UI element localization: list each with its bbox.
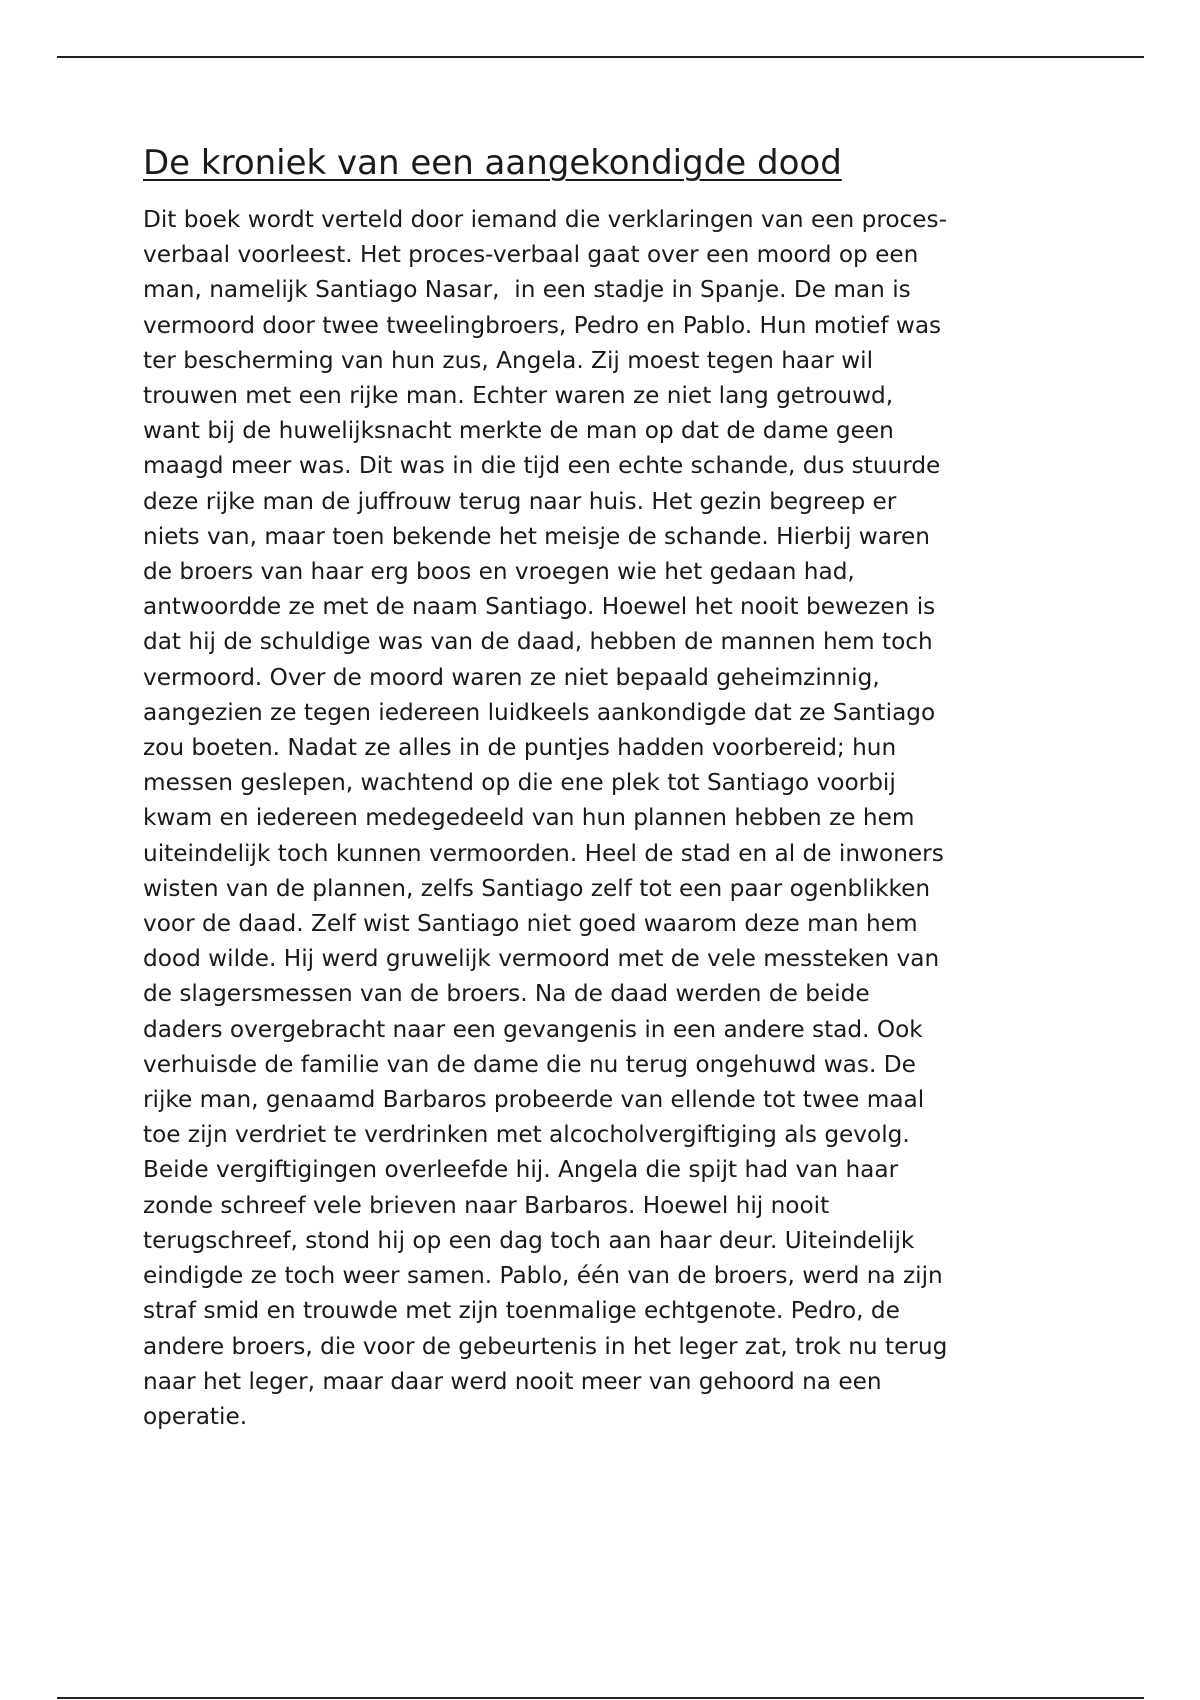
body-line: vermoord door twee tweelingbroers, Pedro en Pablo. Hun motief was [143,311,942,339]
body-line: straf smid en trouwde met zijn toenmalige echtgenote. Pedro, de [143,1297,900,1325]
body-line: man, namelijk Santiago Nasar, in een stadje in Spanje. De man is [143,276,911,304]
body-line: antwoordde ze met de naam Santiago. Hoewel het nooit bewezen is [143,593,936,621]
document-title: De kroniek van een aangekondigde dood [143,143,842,183]
body-line: daders overgebracht naar een gevangenis in een andere stad. Ook [143,1015,923,1043]
body-line: andere broers, die voor de gebeurtenis in het leger zat, trok nu terug [143,1332,948,1360]
body-line: verbaal voorleest. Het proces-verbaal gaat over een moord op een [143,241,919,269]
body-line: Beide vergiftigingen overleefde hij. Angela die spijt had van haar [143,1156,899,1184]
body-line: want bij de huwelijksnacht merkte de man op dat de dame geen [143,417,894,445]
body-line: uiteindelijk toch kunnen vermoorden. Heel de stad en al de inwoners [143,839,944,867]
footer-rule [57,1697,1144,1699]
body-line: de broers van haar erg boos en vroegen wie het gedaan had, [143,558,855,586]
body-line: eindigde ze toch weer samen. Pablo, één van de broers, werd na zijn [143,1262,943,1290]
body-line: toe zijn verdriet te verdrinken met alcocholvergiftiging als gevolg. [143,1121,910,1149]
body-line: kwam en iedereen medegedeeld van hun plannen hebben ze hem [143,804,915,832]
body-line: naar het leger, maar daar werd nooit meer van gehoord na een [143,1367,882,1395]
body-line: wisten van de plannen, zelfs Santiago zelf tot een paar ogenblikken [143,874,931,902]
body-line: terugschreef, stond hij op een dag toch aan haar deur. Uiteindelijk [143,1226,915,1254]
body-line: rijke man, genaamd Barbaros probeerde van ellende tot twee maal [143,1086,925,1114]
body-line: verhuisde de familie van de dame die nu terug ongehuwd was. De [143,1050,916,1078]
body-line: vermoord. Over de moord waren ze niet bepaald geheimzinnig, [143,663,880,691]
body-line: dood wilde. Hij werd gruwelijk vermoord met de vele messteken van [143,945,940,973]
body-line: Dit boek wordt verteld door iemand die verklaringen van een proces- [143,206,947,233]
body-line: zou boeten. Nadat ze alles in de puntjes hadden voorbereid; hun [143,734,897,762]
body-line: trouwen met een rijke man. Echter waren ze niet lang getrouwd, [143,382,894,410]
body-line: maagd meer was. Dit was in die tijd een echte schande, dus stuurde [143,452,941,480]
body-line: messen geslepen, wachtend op die ene plek tot Santiago voorbij [143,769,896,797]
document-content [143,138,1063,1434]
body-line: operatie. [143,1402,248,1430]
body-line: niets van, maar toen bekende het meisje de schande. Hierbij waren [143,522,930,550]
document-body [143,202,1063,1434]
header-rule [57,56,1144,58]
body-line: zonde schreef vele brieven naar Barbaros. Hoewel hij nooit [143,1191,830,1219]
body-line: ter bescherming van hun zus, Angela. Zij moest tegen haar wil [143,346,874,374]
body-line: de slagersmessen van de broers. Na de daad werden de beide [143,980,870,1008]
body-line: dat hij de schuldige was van de daad, hebben de mannen hem toch [143,628,933,656]
body-line: deze rijke man de juffrouw terug naar huis. Het gezin begreep er [143,487,897,515]
body-line: voor de daad. Zelf wist Santiago niet goed waarom deze man hem [143,910,918,938]
body-line: aangezien ze tegen iedereen luidkeels aankondigde dat ze Santiago [143,698,936,726]
